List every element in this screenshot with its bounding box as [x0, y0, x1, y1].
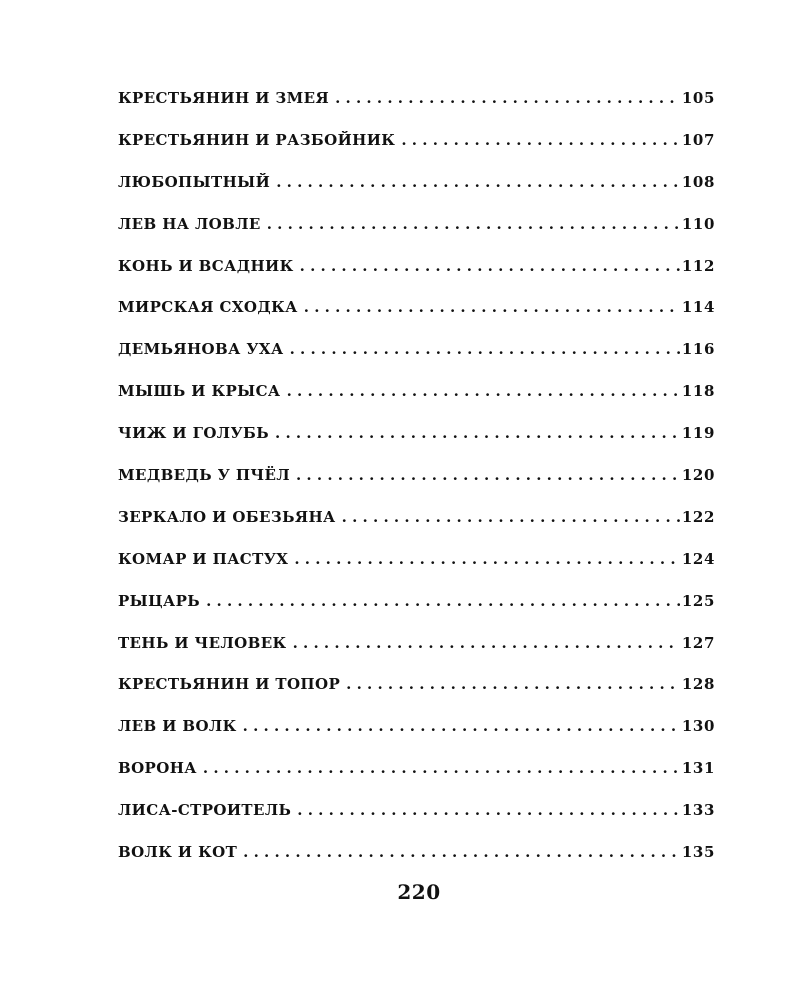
toc-entry-page: 119 — [681, 424, 715, 443]
toc-entry-title: ДЕМЬЯНОВА УХА — [118, 340, 284, 359]
toc-entry-title: МИРСКАЯ СХОДКА — [118, 298, 298, 317]
toc-entry-page: 110 — [681, 214, 715, 233]
toc-entry-title: КРЕСТЬЯНИН И ЗМЕЯ — [118, 89, 330, 107]
toc-entry-title: ВОРОНА — [118, 759, 197, 778]
toc-entry[interactable] — [118, 634, 715, 676]
toc-entry-page: 114 — [681, 298, 715, 317]
dot-leader — [297, 801, 680, 819]
toc-entry[interactable] — [118, 717, 715, 759]
toc-entry-title: КОМАР И ПАСТУХ — [118, 549, 289, 568]
dot-leader — [294, 550, 680, 568]
toc-entry-page: 105 — [681, 89, 715, 107]
toc-entry-title: КРЕСТЬЯНИН И РАЗБОЙНИК — [118, 130, 396, 149]
toc-entry-title: КОНЬ И ВСАДНИК — [118, 256, 294, 275]
toc-entry-page: 108 — [681, 172, 715, 191]
toc-entry-title: ТЕНЬ И ЧЕЛОВЕК — [118, 633, 287, 652]
dot-leader — [243, 843, 680, 861]
toc-entry-title: ЛЕВ НА ЛОВЛЕ — [118, 214, 261, 233]
toc-entry-title: КРЕСТЬЯНИН И ТОПОР — [118, 675, 341, 694]
toc-entry[interactable] — [118, 382, 715, 424]
toc-entry-page: 133 — [681, 801, 715, 820]
dot-leader — [346, 675, 680, 693]
toc-entry-page: 116 — [681, 340, 715, 359]
toc-entry-page: 125 — [681, 591, 715, 610]
toc-entry-page: 120 — [681, 466, 715, 485]
toc-entry-title: ЛЕВ И ВОЛК — [118, 717, 237, 736]
toc-entry-title: ЛИСА-СТРОИТЕЛЬ — [118, 801, 292, 820]
toc-entry-page: 127 — [681, 633, 715, 652]
page-number: 220 — [397, 880, 441, 904]
toc-entry-page: 130 — [681, 717, 715, 736]
toc-entry[interactable] — [118, 173, 715, 215]
toc-entry[interactable] — [118, 466, 715, 508]
toc-entry[interactable] — [118, 257, 715, 299]
dot-leader — [290, 340, 680, 358]
toc-entry-title: ЗЕРКАЛО И ОБЕЗЬЯНА — [118, 507, 336, 526]
dot-leader — [304, 298, 680, 316]
toc-entry-page: 124 — [681, 549, 715, 568]
toc-entry[interactable] — [118, 131, 715, 173]
dot-leader — [276, 173, 680, 191]
dot-leader — [243, 717, 680, 735]
toc-entry-page: 128 — [681, 675, 715, 694]
dot-leader — [300, 257, 680, 275]
toc-entry[interactable] — [118, 298, 715, 340]
toc-entry-page: 107 — [681, 130, 715, 149]
dot-leader — [267, 215, 680, 233]
toc-entry[interactable] — [118, 592, 715, 634]
toc-entry-page: 135 — [681, 843, 715, 862]
dot-leader — [275, 424, 680, 442]
toc-entry[interactable] — [118, 424, 715, 466]
toc-entry-title: МЕДВЕДЬ У ПЧЁЛ — [118, 466, 290, 485]
toc-entry[interactable] — [118, 508, 715, 550]
toc-entry[interactable] — [118, 89, 715, 131]
toc-entry-page: 131 — [681, 759, 715, 778]
dot-leader — [342, 508, 680, 526]
toc-entry-title: ЧИЖ И ГОЛУБЬ — [118, 424, 270, 443]
toc-entry-title: МЫШЬ И КРЫСА — [118, 382, 281, 401]
toc-entry-page: 112 — [681, 256, 715, 275]
toc-entry-title: ЛЮБОПЫТНЫЙ — [118, 172, 271, 191]
dot-leader — [206, 592, 680, 610]
table-of-contents — [118, 89, 715, 885]
dot-leader — [296, 466, 680, 484]
toc-entry[interactable] — [118, 340, 715, 382]
toc-entry-page: 122 — [681, 507, 715, 526]
dot-leader — [203, 759, 680, 777]
toc-entry[interactable] — [118, 759, 715, 801]
toc-entry-title: ВОЛК И КОТ — [118, 843, 238, 862]
toc-entry[interactable] — [118, 675, 715, 717]
toc-entry[interactable] — [118, 550, 715, 592]
dot-leader — [335, 89, 680, 107]
dot-leader — [293, 634, 680, 652]
toc-entry[interactable] — [118, 801, 715, 843]
dot-leader — [401, 131, 680, 149]
toc-entry[interactable] — [118, 215, 715, 257]
dot-leader — [287, 382, 680, 400]
toc-entry-page: 118 — [681, 382, 715, 401]
toc-entry-title: РЫЦАРЬ — [118, 591, 201, 610]
toc-entry[interactable] — [118, 843, 715, 885]
